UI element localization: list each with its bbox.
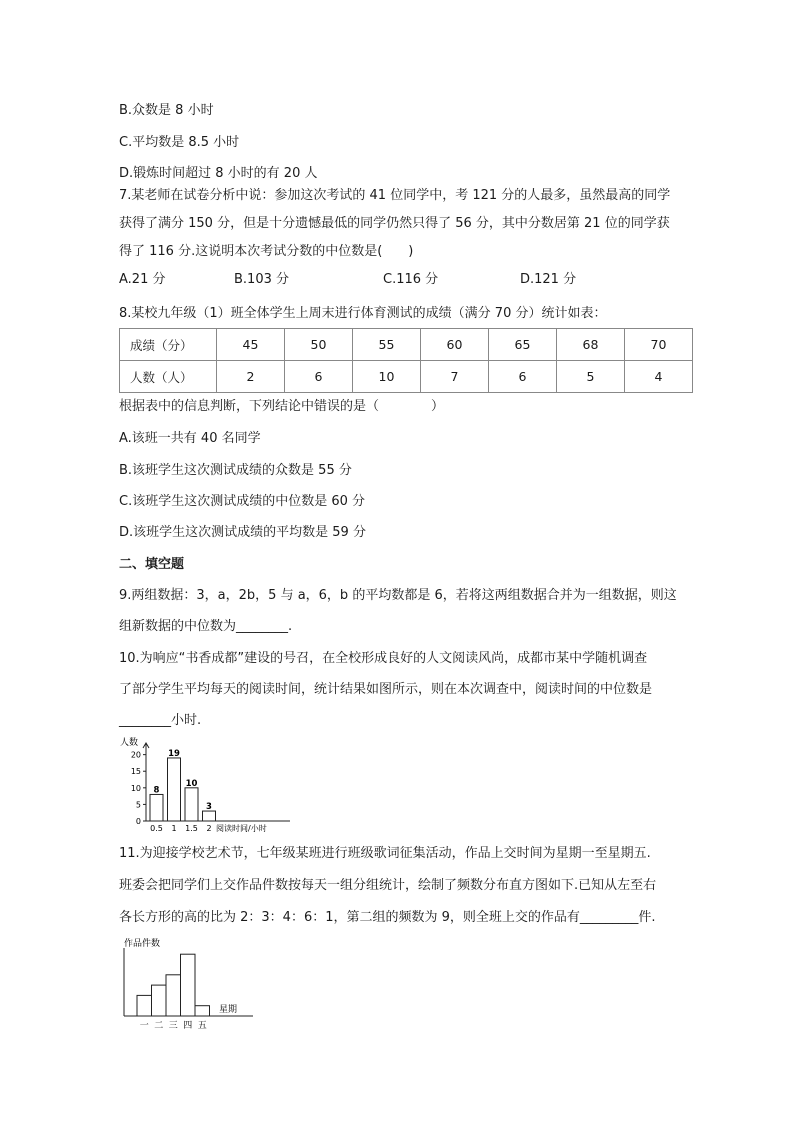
- q11-line-3: 各长方形的高的比为 2：3：4：6：1，第二组的频数为 9，则全班上交的作品有_________件.: [119, 910, 656, 925]
- table-cell: 68: [557, 329, 625, 361]
- reading-time-histogram: [118, 736, 298, 836]
- q7-option-a: A.21 分: [119, 272, 166, 287]
- y-tick-label: 5: [135, 800, 141, 810]
- q11-line-1: 11.为迎接学校艺术节，七年级某班进行班级歌词征集活动，作品上交时间为星期一至星期五.: [119, 846, 651, 861]
- bar-data-label: 19: [168, 748, 180, 759]
- table-cell: 10: [353, 361, 421, 393]
- q6-option-b: B.众数是 8 小时: [119, 103, 214, 118]
- table-cell: 50: [285, 329, 353, 361]
- table-cell: 45: [217, 329, 285, 361]
- x-axis-label: 星期: [219, 1005, 238, 1015]
- table-row-counts: [120, 361, 693, 393]
- table-cell: 6: [285, 361, 353, 393]
- q10-line-1: 10.为响应“书香成都”建设的号召，在全校形成良好的人文阅读风尚，成都市某中学随机调查: [119, 651, 648, 666]
- x-tick-label: 五: [197, 1021, 207, 1031]
- table-cell: 4: [625, 361, 693, 393]
- q11-line-2: 班委会把同学们上交作品件数按每天一组分组统计，绘制了频数分布直方图如下.已知从左至右: [119, 878, 657, 893]
- q8-option-b: B.该班学生这次测试成绩的众数是 55 分: [119, 463, 352, 478]
- table-cell: 6: [489, 361, 557, 393]
- q7-line-1: 7.某老师在试卷分析中说：参加这次考试的 41 位同学中，考 121 分的人最多，虽然最高的同学: [119, 188, 671, 203]
- bar: [166, 975, 181, 1016]
- table-header-score: 成绩（分）: [120, 329, 217, 361]
- q8-stem: 8.某校九年级（1）班全体学生上周末进行体育测试的成绩（满分 70 分）统计如表：: [119, 306, 607, 321]
- x-tick-label: 一: [139, 1021, 149, 1031]
- y-tick-label: 20: [130, 750, 141, 760]
- q8-question: 根据表中的信息判断，下列结论中错误的是（ ）: [119, 399, 445, 414]
- x-tick-label: 0.5: [150, 824, 163, 833]
- q9-line-1: 9.两组数据：3，a，2b，5 与 a，6，b 的平均数都是 6，若将这两组数据合并为一组数据，则这: [119, 588, 677, 603]
- works-histogram: [118, 936, 258, 1034]
- q6-option-c: C.平均数是 8.5 小时: [119, 135, 240, 150]
- table-cell: 55: [353, 329, 421, 361]
- q8-option-c: C.该班学生这次测试成绩的中位数是 60 分: [119, 494, 366, 509]
- x-tick-label: 二: [154, 1021, 164, 1031]
- table-cell: 7: [421, 361, 489, 393]
- y-axis-label: 人数: [120, 738, 139, 748]
- x-tick-label: 2: [206, 824, 212, 833]
- bar: [195, 1006, 210, 1016]
- bar-data-label: 10: [185, 778, 198, 789]
- bar: [150, 794, 163, 821]
- q7-option-c: C.116 分: [383, 272, 439, 287]
- x-tick-label: 1: [171, 824, 177, 833]
- table-cell: 5: [557, 361, 625, 393]
- table-cell: 2: [217, 361, 285, 393]
- bar-data-label: 8: [153, 785, 160, 796]
- bar: [137, 995, 152, 1016]
- x-tick-label: 三: [168, 1021, 178, 1031]
- q8-option-d: D.该班学生这次测试成绩的平均数是 59 分: [119, 525, 366, 540]
- score-table: [119, 328, 693, 393]
- bar: [181, 954, 196, 1016]
- q9-line-2: 组新数据的中位数为________.: [119, 619, 293, 634]
- bar: [185, 788, 198, 821]
- bar: [203, 811, 216, 821]
- table-cell: 70: [625, 329, 693, 361]
- q10-line-3: ________小时.: [119, 713, 202, 728]
- table-header-count: 人数（人）: [120, 361, 217, 393]
- y-tick-label: 0: [135, 817, 141, 826]
- bar-data-label: 3: [206, 802, 212, 813]
- q7-option-b: B.103 分: [234, 272, 289, 287]
- y-tick-label: 10: [130, 783, 141, 793]
- q7-line-2: 获得了满分 150 分，但是十分遗憾最低的同学仍然只得了 56 分，其中分数居第 21 位的同学获: [119, 216, 670, 231]
- x-axis-label: 阅读时间/小时: [216, 824, 267, 833]
- y-axis-label: 作品件数: [124, 939, 161, 949]
- x-tick-label: 四: [183, 1021, 193, 1031]
- q8-option-a: A.该班一共有 40 名同学: [119, 431, 261, 446]
- table-cell: 65: [489, 329, 557, 361]
- table-cell: 60: [421, 329, 489, 361]
- bar: [152, 985, 167, 1016]
- q6-option-d: D.锻炼时间超过 8 小时的有 20 人: [119, 166, 318, 181]
- x-tick-label: 1.5: [185, 824, 198, 833]
- q7-line-3: 得了 116 分.这说明本次考试分数的中位数是( ): [119, 244, 414, 259]
- q7-option-d: D.121 分: [520, 272, 577, 287]
- section-heading: 二、填空题: [119, 557, 185, 572]
- table-row-scores: [120, 329, 693, 361]
- bar: [168, 758, 181, 821]
- y-tick-label: 15: [130, 767, 141, 777]
- q10-line-2: 了部分学生平均每天的阅读时间，统计结果如图所示，则在本次调查中，阅读时间的中位数是: [119, 682, 653, 697]
